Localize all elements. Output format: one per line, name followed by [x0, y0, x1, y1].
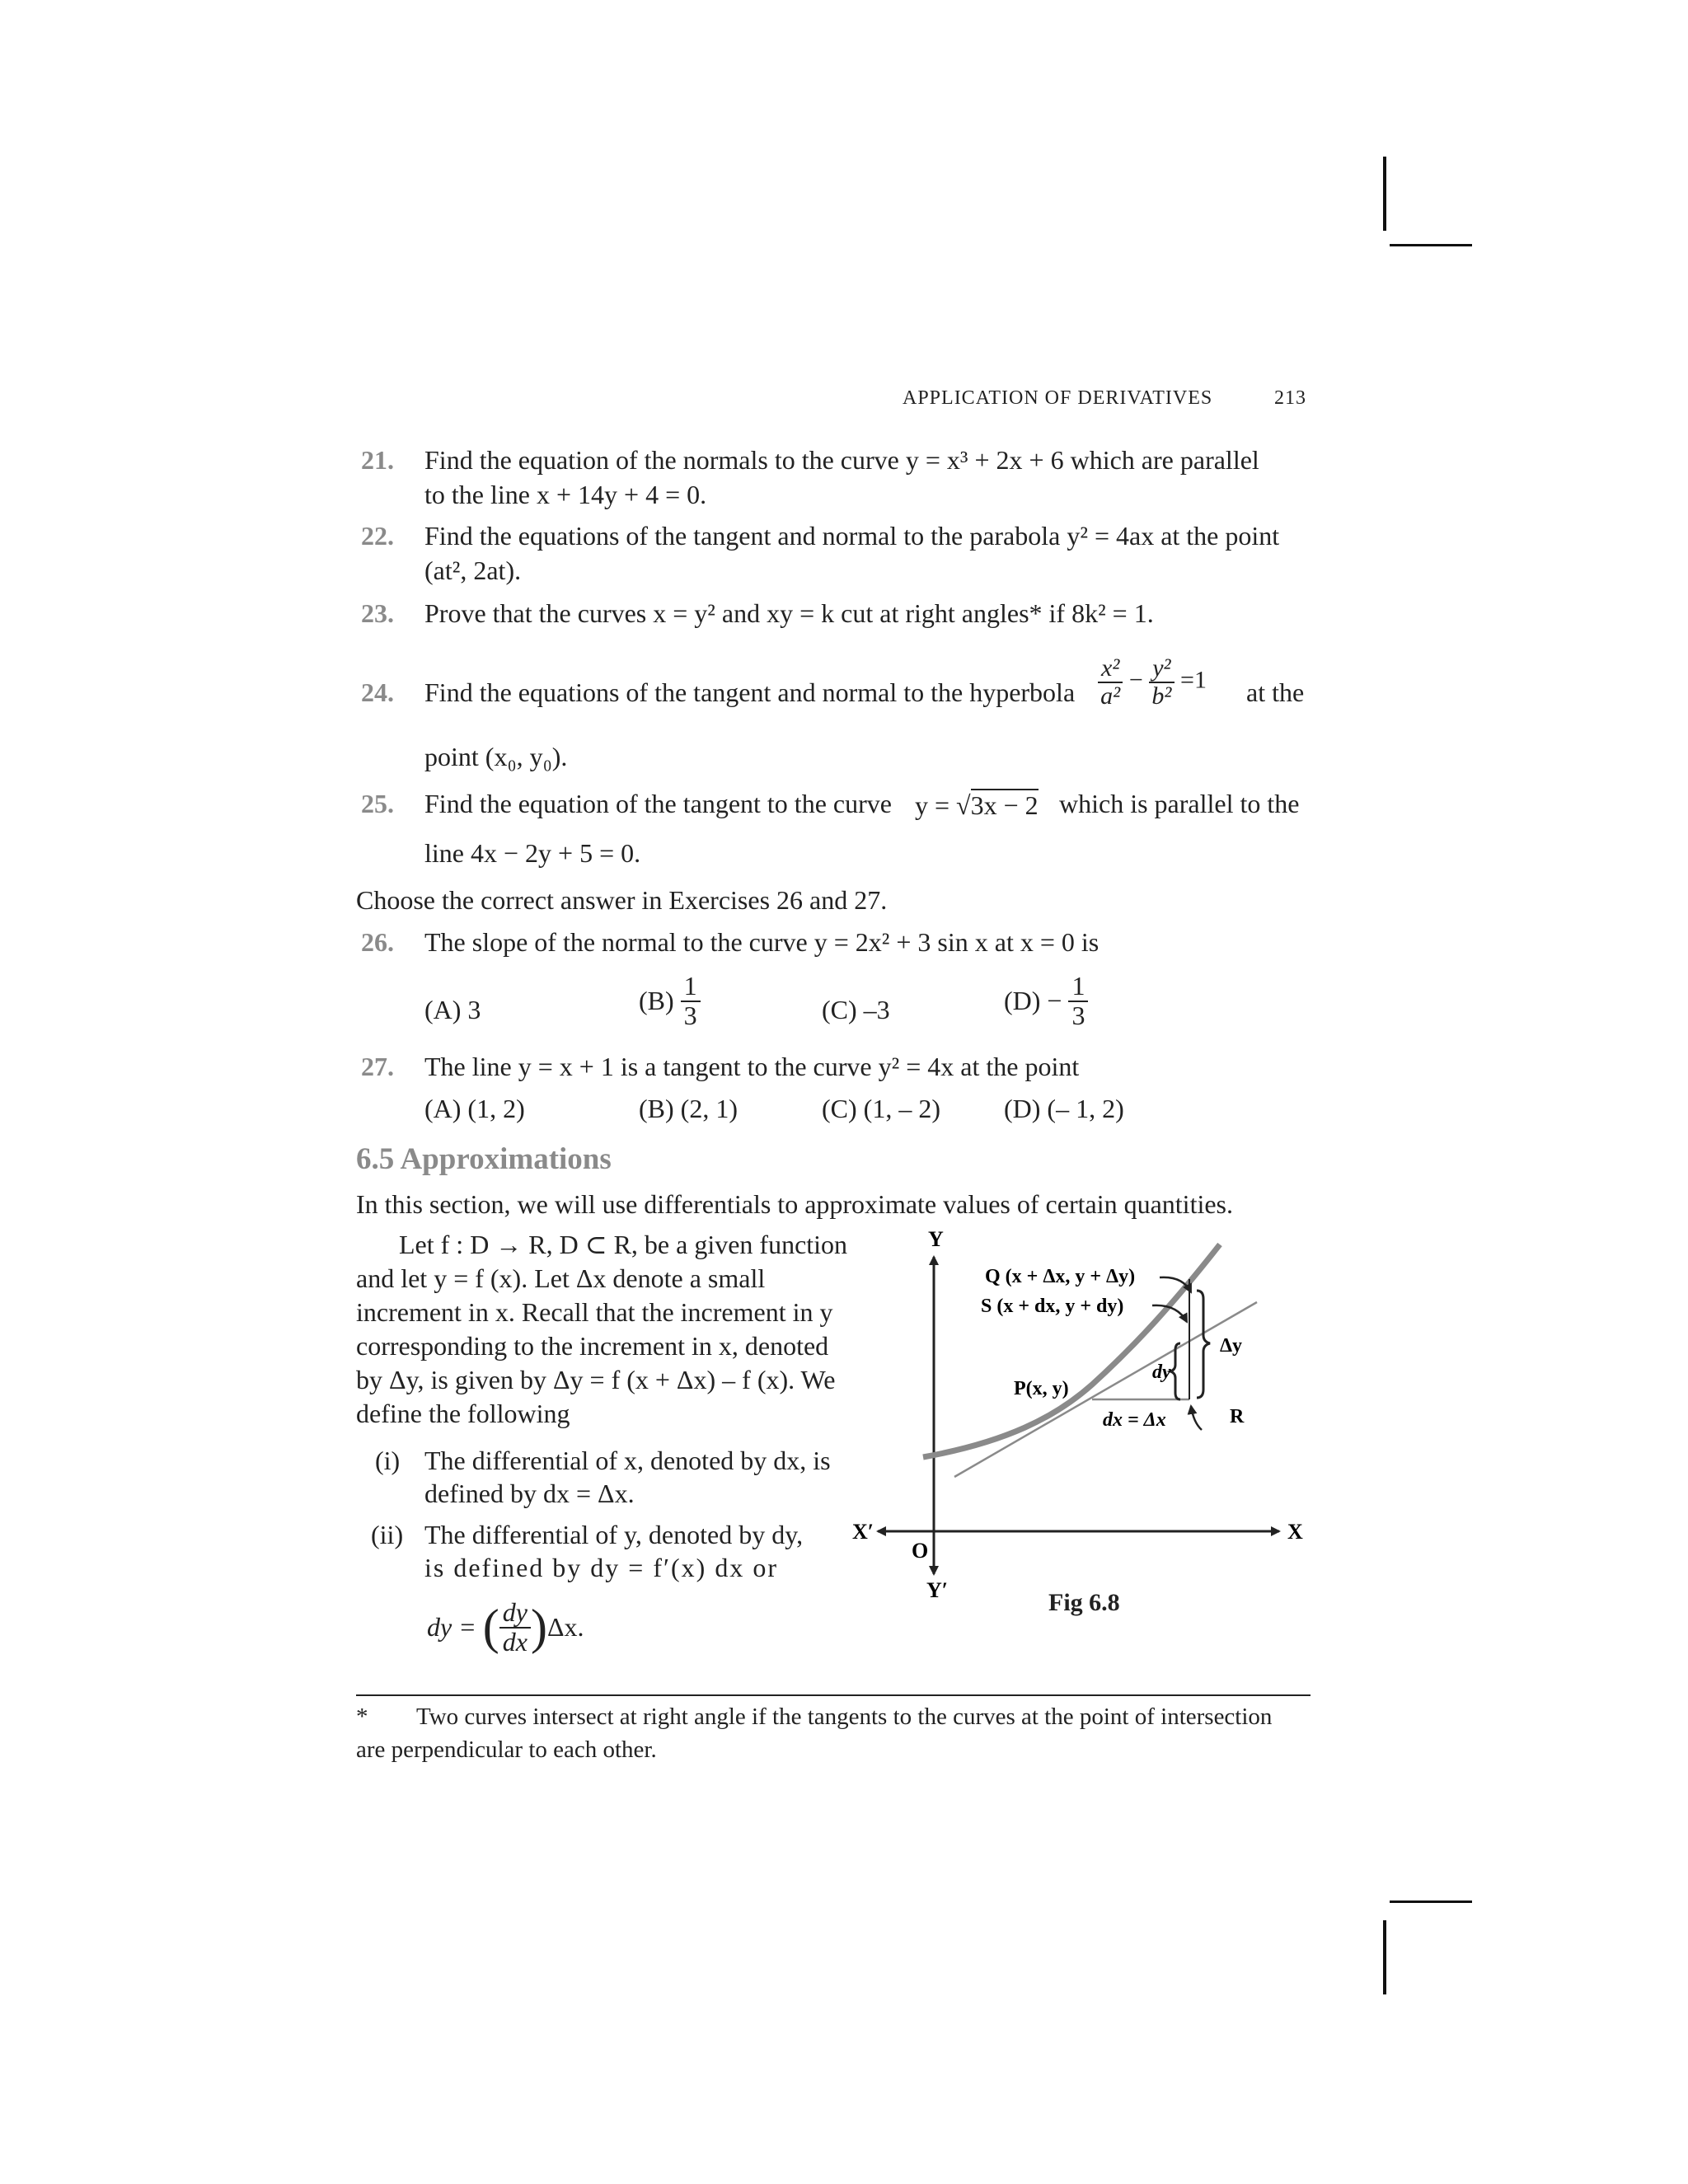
delta-y-brace [1197, 1291, 1210, 1398]
equation-lhs: y = [915, 790, 950, 820]
definition-paragraph [356, 1228, 851, 1431]
label-dy: dy [1152, 1361, 1171, 1383]
sqrt-equation [915, 789, 1039, 822]
exercise-24-line2: point (x₀, y₀). [424, 742, 568, 771]
option-label: (B) [639, 986, 674, 1016]
para-line: by Δy, is given by Δy = f (x + Δx) – f (x). We [356, 1365, 836, 1394]
option-26-c: (C) –3 [822, 995, 890, 1024]
fraction-y2-b2 [1149, 655, 1174, 709]
exercise-25-line2: line 4x − 2y + 5 = 0. [424, 838, 641, 868]
label-origin: O [912, 1539, 929, 1563]
section-intro: In this section, we will use differentials to approximate values of certain quantities. [356, 1189, 1233, 1219]
para-line: Let f : D → R, D ⊂ R, be a given function [399, 1230, 848, 1259]
item-2-line1: The differential of y, denoted by dy, [424, 1520, 804, 1549]
footnote-rule [356, 1694, 1311, 1696]
exercise-number-26: 26. [361, 927, 394, 957]
option-27-c: (C) (1, – 2) [822, 1094, 940, 1123]
minus-sign: − [1128, 666, 1143, 694]
radicand: 3x − 2 [970, 790, 1039, 820]
footnote-line2: are perpendicular to each other. [356, 1736, 657, 1763]
label-x-axis: X [1287, 1520, 1303, 1544]
label-s: S (x + dx, y + dy) [981, 1296, 1124, 1317]
right-paren: ) [530, 1600, 547, 1655]
crop-mark-top-horizontal [1390, 244, 1472, 246]
equals-one: =1 [1180, 666, 1207, 694]
fraction-numerator: 1 [1068, 972, 1088, 1002]
fraction-denominator: a² [1100, 682, 1121, 710]
label-q: Q (x + Δx, y + Δy) [985, 1266, 1136, 1287]
fraction-numerator: x² [1098, 655, 1123, 683]
crop-mark-bottom-vertical [1383, 1920, 1386, 1994]
page-header [903, 387, 1306, 410]
exercise-number-21: 21. [361, 445, 394, 475]
formula-rhs: Δx. [546, 1612, 584, 1643]
section-title: 6.5 Approximations [356, 1142, 612, 1176]
exercise-21-text-end: which are parallel [1063, 445, 1259, 475]
derivative-fraction [499, 1599, 531, 1656]
para-line: define the following [356, 1399, 570, 1428]
exercise-21-equation: y = x³ + 2x + 6 [905, 445, 1064, 475]
option-27-b: (B) (2, 1) [639, 1094, 738, 1123]
option-27-a: (A) (1, 2) [424, 1094, 525, 1123]
item-2-label: (ii) [371, 1520, 404, 1549]
exercise-26-line1: The slope of the normal to the curve y = 2x² + 3 sin x at x = 0 is [424, 927, 1100, 957]
para-line: increment in x. Recall that the increment in y [356, 1297, 833, 1327]
option-26-a: (A) 3 [424, 995, 481, 1024]
exercise-25-line1-end: which is parallel to the [1059, 789, 1300, 818]
differential-formula [427, 1599, 584, 1656]
figure-6-8 [852, 1220, 1327, 1607]
fraction-one-third [681, 972, 701, 1029]
label-p: P(x, y) [1014, 1378, 1069, 1399]
figure-caption: Fig 6.8 [1048, 1589, 1120, 1616]
label-r: R [1230, 1406, 1245, 1427]
exercise-22-line2: (at², 2at). [424, 555, 522, 585]
tangent-line [954, 1302, 1257, 1477]
option-27-d: (D) (– 1, 2) [1004, 1094, 1124, 1123]
fraction-denominator: dx [502, 1626, 528, 1657]
label-y-axis: Y [928, 1227, 944, 1251]
exercise-number-27: 27. [361, 1052, 394, 1081]
item-1-line2: defined by dx = Δx. [424, 1479, 635, 1508]
label-delta-y: Δy [1220, 1335, 1243, 1357]
exercise-number-25: 25. [361, 789, 394, 818]
exercise-23-line1: Prove that the curves x = y² and xy = k cut at right angles* if 8k² = 1. [424, 598, 1154, 628]
item-2-line2: is defined by dy = f′(x) dx or [424, 1553, 778, 1582]
para-line: and let y = f (x). Let Δx denote a small [356, 1263, 766, 1293]
footnote-star: * [356, 1704, 368, 1730]
exercise-number-23: 23. [361, 598, 394, 628]
choose-answer-intro: Choose the correct answer in Exercises 26 and 27. [356, 885, 888, 915]
label-x-prime: X′ [852, 1520, 874, 1544]
item-1-line1: The differential of x, denoted by dx, is [424, 1446, 831, 1475]
crop-mark-bottom-horizontal [1390, 1900, 1472, 1903]
hyperbola-equation [1098, 655, 1207, 709]
fraction-numerator: y² [1149, 655, 1174, 683]
fraction-x2-a2 [1098, 655, 1123, 709]
option-26-d [1004, 972, 1088, 1029]
exercise-number-22: 22. [361, 521, 394, 551]
running-title: APPLICATION OF DERIVATIVES [903, 387, 1213, 409]
formula-lhs: dy = [427, 1612, 476, 1643]
r-pointer [1191, 1406, 1202, 1430]
fraction-denominator: 3 [683, 1000, 697, 1030]
exercise-number-24: 24. [361, 677, 394, 707]
label-dx: dx = Δx [1103, 1409, 1166, 1431]
fraction-denominator: 3 [1071, 1000, 1085, 1030]
exercise-21-line2: to the line x + 14y + 4 = 0. [424, 480, 707, 509]
fraction-neg-one-third [1068, 972, 1088, 1029]
option-26-b [639, 972, 701, 1029]
exercise-21-line1 [424, 443, 1259, 476]
exercise-24-line1-end: at the [1246, 677, 1305, 707]
fraction-denominator: b² [1151, 682, 1172, 710]
fraction-numerator: dy [499, 1599, 531, 1629]
footnote-line1: Two curves intersect at right angle if the tangents to the curves at the point of intersection [416, 1704, 1273, 1730]
option-label: (D) − [1004, 986, 1062, 1016]
exercise-22-line1: Find the equations of the tangent and normal to the parabola y² = 4ax at the point [424, 521, 1280, 551]
exercise-24-line1: Find the equations of the tangent and normal to the hyperbola [424, 677, 1076, 707]
exercise-27-line1: The line y = x + 1 is a tangent to the curve y² = 4x at the point [424, 1052, 1080, 1081]
para-line: corresponding to the increment in x, denoted [356, 1331, 829, 1361]
page-number: 213 [1274, 387, 1306, 409]
exercise-25-line1: Find the equation of the tangent to the curve [424, 789, 892, 818]
label-y-prime: Y′ [926, 1578, 949, 1602]
crop-mark-top-vertical [1383, 157, 1386, 231]
fraction-numerator: 1 [681, 972, 701, 1002]
left-paren: ( [482, 1600, 499, 1655]
sqrt-sign: √ [956, 790, 971, 820]
item-1-label: (i) [375, 1446, 401, 1475]
exercise-21-text: Find the equation of the normals to the curve [424, 445, 906, 475]
